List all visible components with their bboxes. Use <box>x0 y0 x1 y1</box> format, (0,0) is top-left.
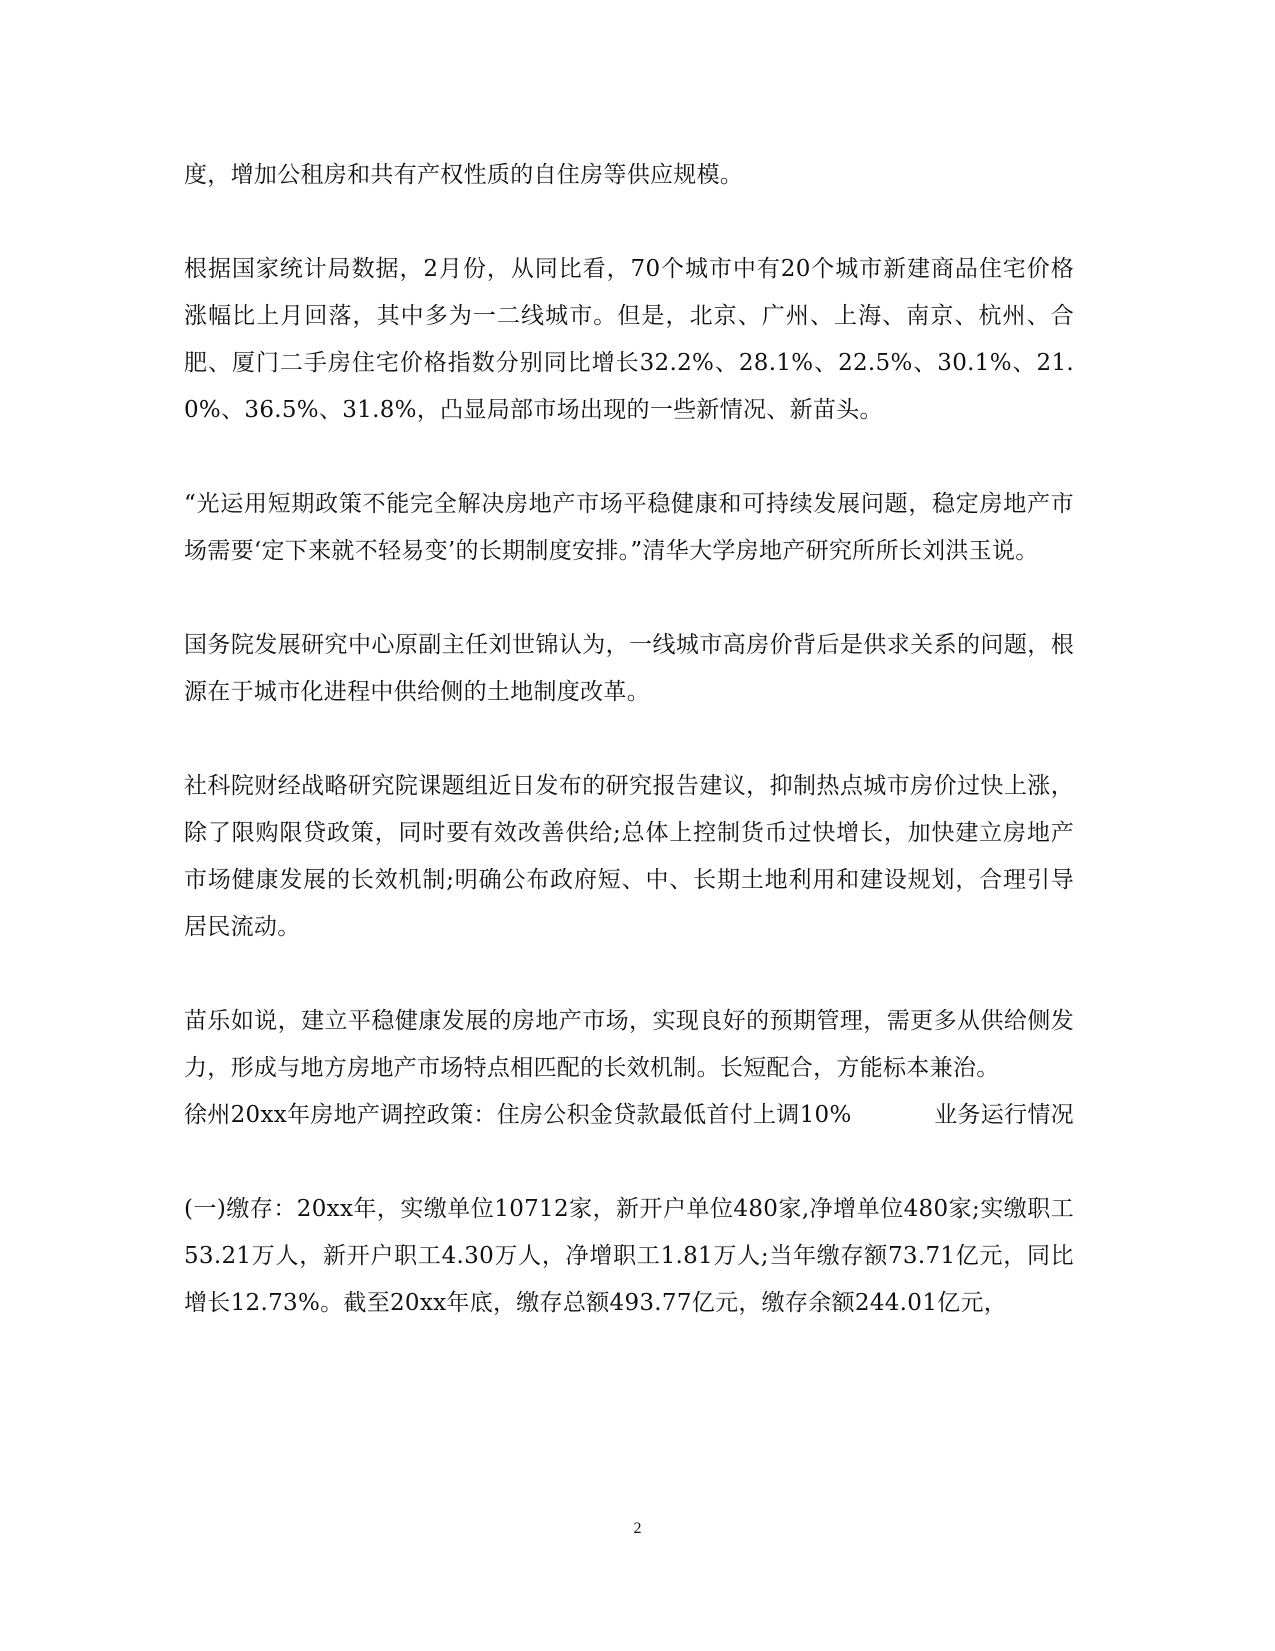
paragraph-1: 度，增加公租房和共有产权性质的自住房等供应规模。 <box>184 162 744 188</box>
section-heading <box>184 1092 1074 1139</box>
paragraph-6: 苗乐如说，建立平稳健康发展的房地产市场，实现良好的预期管理，需更多从供给侧发力，形成与地方房地产市场特点相匹配的长效机制。长短配合，方能标本兼治。 <box>184 1008 1074 1081</box>
paragraph-3: “光运用短期政策不能完全解决房地产市场平稳健康和可持续发展问题，稳定房地产市场需要‘定下来就不轻易变’的长期制度安排。”清华大学房地产研究所所长刘洪玉说。 <box>184 491 1074 564</box>
section-title: 徐州20xx年房地产调控政策：住房公积金贷款最低首付上调10% <box>184 1102 852 1128</box>
page-number: 2 <box>633 1520 642 1537</box>
paragraph-2: 根据国家统计局数据，2月份，从同比看，70个城市中有20个城市新建商品住宅价格涨幅比上月回落，其中多为一二线城市。但是，北京、广州、上海、南京、杭州、合肥、厦门二手房住宅价格指数分别同比增长32.2%、28.1%、22.5%、30.1%、21.0%、36.5%、31.8%，凸显局部市场出现的一些新情况、新苗头。 <box>184 256 1074 423</box>
section-subtitle: 业务运行情况 <box>934 1102 1074 1128</box>
paragraph-5: 社科院财经战略研究院课题组近日发布的研究报告建议，抑制热点城市房价过快上涨，除了限购限贷政策，同时要有效改善供给;总体上控制货币过快增长，加快建立房地产市场健康发展的长效机制;明确公布政府短、中、长期土地利用和建设规划，合理引导居民流动。 <box>184 773 1074 940</box>
paragraph-7: (一)缴存：20xx年，实缴单位10712家，新开户单位480家,净增单位480家;实缴职工53.21万人，新开户职工4.30万人，净增职工1.81万人;当年缴存额73.71亿元，同比增长12.73%。截至20xx年底，缴存总额493.77亿元，缴存余额244.01亿元， <box>184 1196 1074 1316</box>
document-body <box>184 152 1074 1327</box>
paragraph-4: 国务院发展研究中心原副主任刘世锦认为，一线城市高房价背后是供求关系的问题，根源在于城市化进程中供给侧的土地制度改革。 <box>184 632 1074 705</box>
